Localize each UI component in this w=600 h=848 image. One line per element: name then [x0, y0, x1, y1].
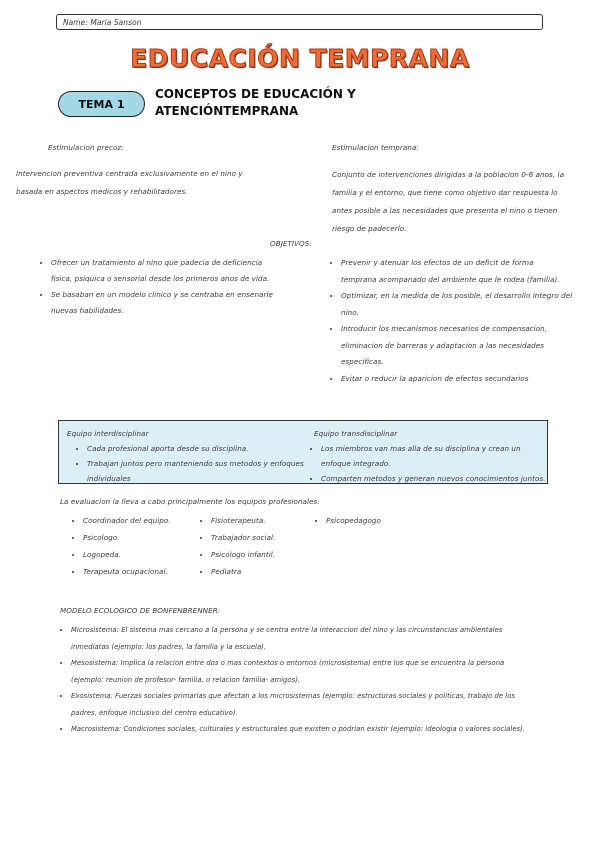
text-line: basada en aspectos medicos y rehabilitadores. — [16, 187, 188, 196]
list-item: • Trabajan juntos pero manteniendo sus metodos y enfoques individuales — [87, 456, 323, 486]
list-item: • Logopeda. — [83, 546, 198, 563]
stim-temprana-text — [332, 166, 582, 238]
list-item: • Evitar o reducir la aparicion de efectos secundarios — [341, 371, 581, 388]
modelo-heading: MODELO ECOLOGICO DE BONFENBRENNER: — [60, 606, 221, 615]
list-item: • Optimizar, en la medida de los posible, el desarrollo integro del nino. — [341, 288, 581, 321]
list-item: • Ofrecer un tratamiento al nino que padecia de deficiencia fisica, psiquica o sensorial desde los primeros anos de vida. — [51, 255, 296, 287]
name-field: Name: Maria Sanson — [56, 14, 543, 30]
list-item: • Se basaban en un modelo clinico y se centraba en ensenarle nuevas habilidades. — [51, 287, 296, 319]
equipo-trans-list — [307, 441, 547, 486]
tema-badge: TEMA 1 — [58, 91, 145, 117]
stim-precoz-heading: Estimulacion precoz: — [48, 143, 124, 152]
list-item: • Comparten metodos y generan nuevos conocimientos juntos. — [321, 471, 547, 486]
list-item: • Exosistema: Fuerzas sociales primarias que afectan a los microsistemas (ejemplo: estructuras sociales y politicas, trabajo de los padres, enfoque inclusivo del centro educativo). — [71, 688, 556, 721]
list-item: • Mesosistema: Implica la relacion entre dos o mas contextos o entornos (microsistema) entre los que se encuentra la persona (ejemplo: reunion de profesor- familia, o relacion familia- amigos). — [71, 655, 556, 688]
equipo-inter-heading: Equipo interdisciplinar — [67, 429, 149, 438]
stim-precoz-text — [16, 166, 286, 199]
stim-temprana-heading: Estimulacion temprana: — [332, 143, 419, 152]
list-item: • Microsistema: El sistema mas cercano a la persona y se centra entre la interaccion del nino y las circunstancias ambientales inmediatas (ejemplo: los padres, la familia y la escuela). — [71, 622, 556, 655]
evaluacion-col2 — [196, 512, 316, 580]
text-line: antes posible a las necesidades que presenta el nino o tienen — [332, 206, 558, 215]
text-line: familia y el entorno, que tiene como objetivo dar respuesta lo — [332, 188, 558, 197]
list-item: • Psicologo infantil. — [211, 546, 316, 563]
objetivos-right-list — [326, 255, 581, 387]
list-item: • Cada profesional aporta desde su disciplina. — [87, 441, 323, 456]
modelo-list — [56, 622, 556, 738]
tema-title — [155, 86, 405, 120]
list-item: • Fisioterapeuta. — [211, 512, 316, 529]
tema-title-line: ATENCIÓNTEMPRANA — [155, 104, 299, 118]
objetivos-left-list — [36, 255, 296, 319]
page-title: EDUCACIÓN TEMPRANA — [130, 44, 470, 73]
tema-title-line: CONCEPTOS DE EDUCACIÓN Y — [155, 87, 356, 101]
list-item: • Introducir los mecanismos necesarios de compensacion, eliminacion de barreras y adaptacion a las necesidades especificas. — [341, 321, 581, 371]
text-line: riesgo de padecerlo. — [332, 224, 407, 233]
list-item: • Los miembros van mas alla de su disciplina y crean un enfoque integrado. — [321, 441, 547, 471]
list-item: • Coordinador del equipo. — [83, 512, 198, 529]
equipo-trans-heading: Equipo transdisciplinar — [314, 429, 398, 438]
evaluacion-intro: La evaluacion la lleva a cabo principalmente los equipos profesionales: — [60, 497, 320, 506]
list-item: • Terapeuta ocupacional. — [83, 563, 198, 580]
equipo-inter-list — [73, 441, 323, 486]
list-item: • Psicologo. — [83, 529, 198, 546]
evaluacion-col3 — [311, 512, 431, 529]
equipos-box — [58, 420, 548, 484]
list-item: • Prevenir y atenuar los efectos de un deficit de forma temprana acompanado del ambiente que le rodea (familia). — [341, 255, 581, 288]
list-item: • Psicopedagogo — [326, 512, 431, 529]
list-item: • Trabajador social. — [211, 529, 316, 546]
text-line: Intervencion preventiva centrada exclusivamente en el nino y — [16, 169, 243, 178]
evaluacion-col1 — [68, 512, 198, 580]
list-item: • Pediatra — [211, 563, 316, 580]
list-item: • Macrosistema: Condiciones sociales, culturales y estructurales que existen o podrian existir (ejemplo: ideologia o valores sociales). — [71, 721, 556, 738]
text-line: Conjunto de intervenciones dirigidas a la poblacion 0-6 anos, la — [332, 170, 565, 179]
objetivos-heading: OBJETIVOS: — [270, 239, 312, 248]
